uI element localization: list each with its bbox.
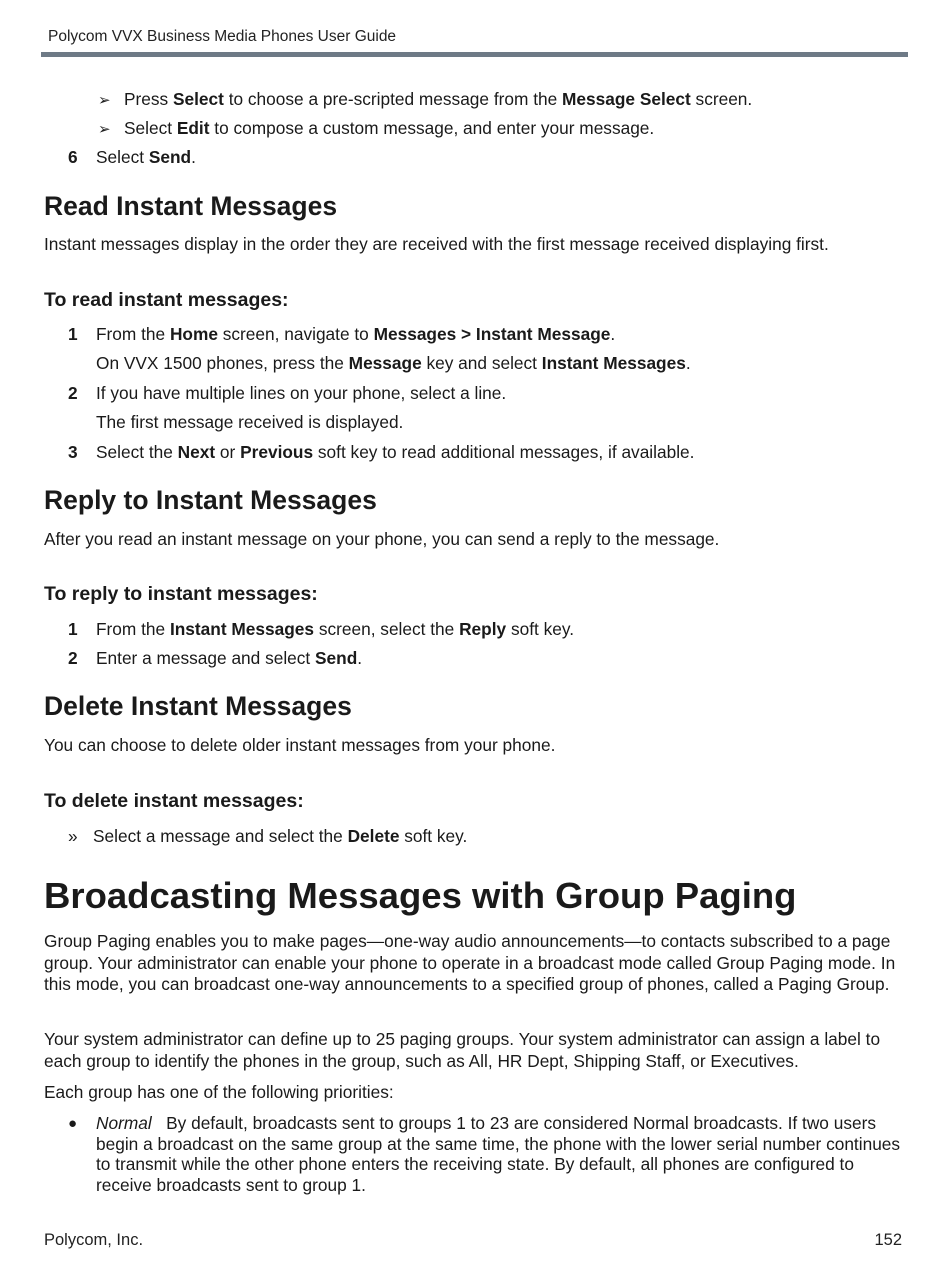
read-step-1-note: On VVX 1500 phones, press the Message key and select Instant Messages. <box>96 353 691 373</box>
step-number: 1 <box>68 619 78 639</box>
read-step-2: If you have multiple lines on your phone, select a line. <box>96 383 507 403</box>
reply-step-2: Enter a message and select Send. <box>96 648 363 668</box>
delete-subheading: To delete instant messages: <box>44 790 304 812</box>
page-number: 152 <box>874 1231 902 1249</box>
footer-company: Polycom, Inc. <box>44 1231 144 1249</box>
priority-description: By default, broadcasts sent to groups 1 to 23 are considered Normal broadcasts. If two users begin a broadcast on the same group at the same time, the phone with the lower serial number continues to transmit while the other phone enters the receiving state. By default, all phones are configured to receive broadcasts sent to group 1. <box>96 1113 901 1195</box>
chevron-bullet-icon: » <box>68 826 78 846</box>
read-step-3: Select the Next or Previous soft key to read additional messages, if available. <box>96 442 695 462</box>
intro-step-6: Select Send. <box>96 147 196 167</box>
arrow-bullet-icon: ➢ <box>98 92 111 109</box>
arrow-bullet-icon: ➢ <box>98 121 111 138</box>
delete-description: You can choose to delete older instant messages from your phone. <box>44 735 556 755</box>
reply-step-1: From the Instant Messages screen, select the Reply soft key. <box>96 619 575 639</box>
step-number: 2 <box>68 383 78 403</box>
page-header-title: Polycom VVX Business Media Phones User Guide <box>48 28 397 45</box>
priority-normal-item <box>96 1113 906 1195</box>
reply-description: After you read an instant message on your phone, you can send a reply to the message. <box>44 529 720 549</box>
step-number: 3 <box>68 442 78 462</box>
broadcast-paragraph-3: Each group has one of the following priorities: <box>44 1082 394 1102</box>
delete-step: Select a message and select the Delete soft key. <box>93 826 468 846</box>
step-number: 1 <box>68 324 78 344</box>
read-step-1: From the Home screen, navigate to Messages > Instant Message. <box>96 324 616 344</box>
intro-bullet-2: Select Edit to compose a custom message, and enter your message. <box>124 118 655 138</box>
bullet-dot-icon: ● <box>68 1115 78 1132</box>
header-rule <box>41 52 908 57</box>
reply-heading: Reply to Instant Messages <box>44 485 377 515</box>
broadcast-paragraph-1: Group Paging enables you to make pages—one-way audio announcements—to contacts subscribed to a page group. Your administrator can enable your phone to operate in a broadcast mode called Group Paging mode. In this mode, you can broadcast one-way announcements to a specified group of phones, called a Paging Group. <box>44 931 896 994</box>
read-description: Instant messages display in the order they are received with the first message received displaying first. <box>44 234 829 254</box>
broadcast-heading: Broadcasting Messages with Group Paging <box>44 875 797 916</box>
read-step-2-note: The first message received is displayed. <box>96 412 404 432</box>
step-number: 6 <box>68 147 78 167</box>
reply-subheading: To reply to instant messages: <box>44 583 318 605</box>
read-subheading: To read instant messages: <box>44 289 289 311</box>
read-heading: Read Instant Messages <box>44 191 338 221</box>
delete-heading: Delete Instant Messages <box>44 691 352 721</box>
step-number: 2 <box>68 648 78 668</box>
priority-term: Normal <box>96 1113 152 1133</box>
broadcast-paragraph-2: Your system administrator can define up to 25 paging groups. Your system administrator can assign a label to each group to identify the phones in the group, such as All, HR Dept, Shipping Staff, or Executives. <box>44 1029 881 1071</box>
intro-bullet-1: Press Select to choose a pre-scripted message from the Message Select screen. <box>124 89 753 109</box>
